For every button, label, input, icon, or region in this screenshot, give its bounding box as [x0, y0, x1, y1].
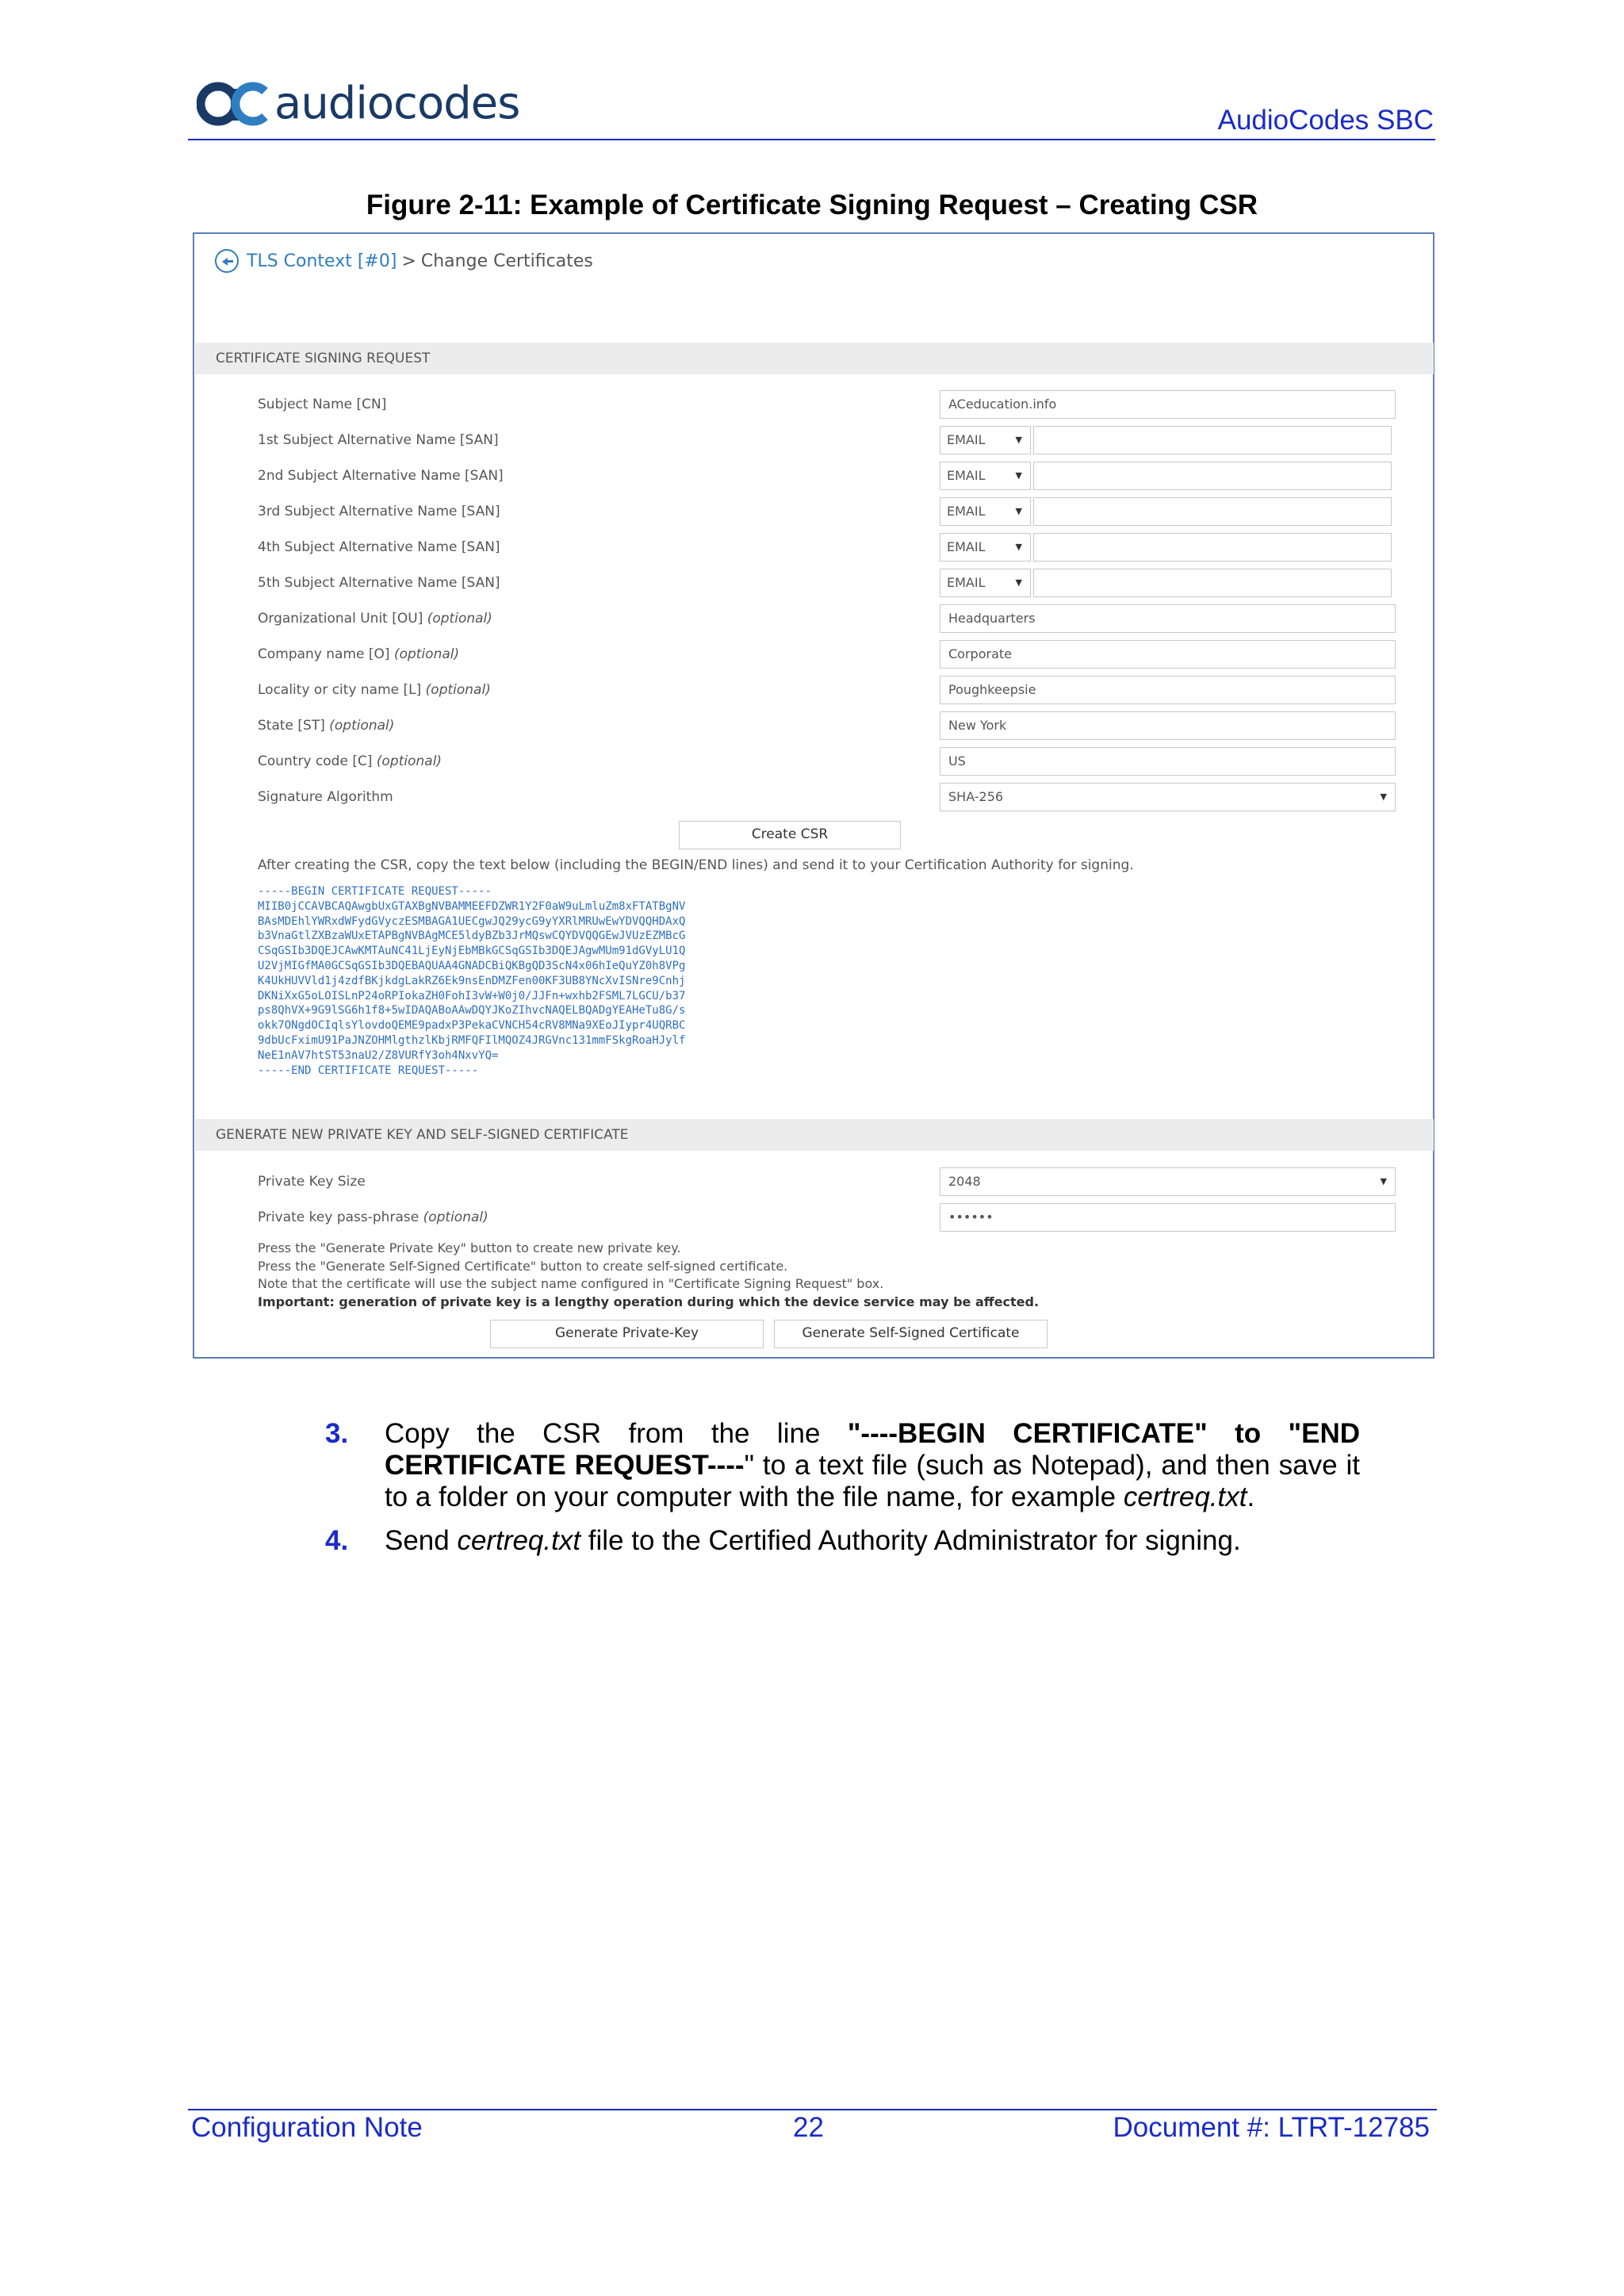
passphrase-input[interactable]: ••••••	[940, 1203, 1396, 1232]
header-divider	[188, 139, 1435, 140]
state-input[interactable]: New York	[940, 711, 1396, 740]
san2-label: 2nd Subject Alternative Name [SAN]	[258, 468, 504, 484]
ou-input[interactable]: Headquarters	[940, 604, 1396, 633]
dropdown-arrow-icon: ▼	[1015, 506, 1022, 516]
san1-label: 1st Subject Alternative Name [SAN]	[258, 432, 499, 448]
audiocodes-logo	[197, 76, 519, 132]
san2-input[interactable]	[1033, 462, 1392, 490]
breadcrumb-link[interactable]: TLS Context [#0]	[247, 251, 397, 271]
back-arrow-icon[interactable]	[215, 249, 239, 273]
san3-input[interactable]	[1033, 497, 1392, 526]
logo-text: audiocodes	[274, 78, 520, 129]
signature-algorithm-label: Signature Algorithm	[258, 789, 393, 805]
breadcrumb-current: Change Certificates	[420, 251, 593, 271]
key-generation-note	[258, 1240, 1039, 1311]
locality-label: Locality or city name [L] (optional)	[258, 682, 491, 698]
san4-input[interactable]	[1033, 533, 1392, 562]
dropdown-arrow-icon: ▼	[1015, 435, 1022, 445]
ou-label: Organizational Unit [OU] (optional)	[258, 611, 492, 627]
san5-label: 5th Subject Alternative Name [SAN]	[258, 575, 500, 591]
csr-instructions: After creating the CSR, copy the text below (including the BEGIN/END lines) and send it to your Certification Authority for signing.	[258, 857, 1134, 873]
dropdown-arrow-icon: ▼	[1015, 542, 1022, 552]
subject-name-input[interactable]: ACeducation.info	[940, 390, 1396, 419]
san3-type-select[interactable]: EMAIL ▼	[940, 497, 1031, 526]
subject-name-label: Subject Name [CN]	[258, 397, 387, 412]
step-number: 4.	[325, 1525, 349, 1556]
country-input[interactable]: US	[940, 747, 1396, 776]
footer-left: Configuration Note	[191, 2112, 423, 2143]
step-number: 3.	[325, 1418, 349, 1449]
private-key-size-label: Private Key Size	[258, 1174, 366, 1190]
private-key-size-select[interactable]: 2048 ▼	[940, 1167, 1396, 1196]
passphrase-label: Private key pass-phrase (optional)	[258, 1209, 488, 1225]
san3-label: 3rd Subject Alternative Name [SAN]	[258, 504, 500, 519]
footer-divider	[188, 2109, 1437, 2110]
breadcrumb-separator: >	[401, 251, 416, 271]
create-csr-button[interactable]: Create CSR	[679, 821, 901, 849]
dropdown-arrow-icon: ▼	[1380, 792, 1387, 802]
san5-input[interactable]	[1033, 569, 1392, 597]
company-label: Company name [O] (optional)	[258, 646, 460, 662]
san1-input[interactable]	[1033, 426, 1392, 454]
step-text: Send certreq.txt file to the Certified Authority Administrator for signing.	[385, 1525, 1241, 1556]
country-label: Country code [C] (optional)	[258, 753, 442, 769]
dropdown-arrow-icon: ▼	[1380, 1176, 1387, 1186]
csr-section-header: CERTIFICATE SIGNING REQUEST	[195, 343, 1434, 374]
page-number: 22	[793, 2112, 824, 2143]
san4-type-select[interactable]: EMAIL ▼	[940, 533, 1031, 562]
signature-algorithm-select[interactable]: SHA-256 ▼	[940, 783, 1396, 811]
figure-caption: Figure 2-11: Example of Certificate Signing Request – Creating CSR	[366, 190, 1258, 220]
product-name: AudioCodes SBC	[1217, 105, 1434, 136]
generate-private-key-button[interactable]: Generate Private-Key	[490, 1320, 764, 1348]
san5-type-select[interactable]: EMAIL ▼	[940, 569, 1031, 597]
screenshot-frame	[193, 232, 1434, 1359]
csr-text-block[interactable]: -----BEGIN CERTIFICATE REQUEST----- MIIB0jCCAVBCAQAwgbUxGTAXBgNVBAMMEEFDZWR1Y2F0aW9uLmluZm8xFTATBgNV BAsMDEhlYWRxdWFydGVyczESMBAGA1UECgwJQ29ycG9yYXRlMRUwEwYDVQQHDAxQ b3VnaGtlZXBzaWUxETAPBgNVBAgMCE5ldyBZb3JrMQswCQYDVQQGEwJVUzEZMBcG CSqGSIb3DQEJCAwKMTAuNC41LjEyNjEbMBkGCSqGSIb3DQEJAgwMUm91dGVyLU1Q U2VjMIGfMA0GCSqGSIb3DQEBAQUAA4GNADCBiQKBgQD3ScN4x06hIeQuYZ0h8VPg K4UkHUVVld1j4zdfBKjkdgLakRZ6Ek9nsEnDMZFen00KF3UB8YNcXvISNre9Cnhj DKNiXxG5oLOISLnP24oRPIokaZH0FohI3vW+W0j0/JJFn+wxhb2FSML7LGCU/b37 ps8QhVX+9G9lSG6h1f8+5wIDAQABoAAwDQYJKoZIhvcNAQELBQADgYEAHeTu8G/s okk7ONgdOCIqlsYlovdoQEME9padxP3PekaCVNCH54cRV8MNa9XEoJIypr4UQRBC 9dbUcFximU91PaJNZOHMlgthzlKbjRMFQFIlMQOZ4JRGVnc131mmFSkgRoaHJylf NeE1nAV7htST53naU2/Z8VURfY3oh4NxvYQ= -----END CERTIFICATE REQUEST-----	[258, 885, 686, 1077]
san4-label: 4th Subject Alternative Name [SAN]	[258, 539, 500, 555]
step-text: Copy the CSR from the line "----BEGIN CERTIFICATE" to "END CERTIFICATE REQUEST----" to a text file (such as Notepad), and then save it to a folder on your computer with the file name, for example certreq.txt.	[385, 1418, 1361, 1512]
note-line: Press the "Generate Private Key" button to create new private key.	[258, 1240, 681, 1255]
dropdown-arrow-icon: ▼	[1015, 470, 1022, 481]
state-label: State [ST] (optional)	[258, 718, 395, 734]
generate-self-signed-cert-button[interactable]: Generate Self-Signed Certificate	[774, 1320, 1048, 1348]
key-section-header: GENERATE NEW PRIVATE KEY AND SELF-SIGNED CERTIFICATE	[195, 1119, 1434, 1151]
note-line: Press the "Generate Self-Signed Certificate" button to create self-signed certificate.	[258, 1258, 788, 1274]
footer-right: Document #: LTRT-12785	[1113, 2112, 1430, 2143]
note-line: Note that the certificate will use the subject name configured in "Certificate Signing Request" box.	[258, 1276, 884, 1291]
san2-type-select[interactable]: EMAIL ▼	[940, 462, 1031, 490]
breadcrumb	[215, 245, 593, 277]
note-important: Important: generation of private key is a lengthy operation during which the device service may be affected.	[258, 1294, 1040, 1309]
locality-input[interactable]: Poughkeepsie	[940, 676, 1396, 704]
san1-type-select[interactable]: EMAIL ▼	[940, 426, 1031, 454]
logo-mark-icon	[197, 81, 270, 127]
dropdown-arrow-icon: ▼	[1015, 577, 1022, 588]
company-input[interactable]: Corporate	[940, 640, 1396, 669]
